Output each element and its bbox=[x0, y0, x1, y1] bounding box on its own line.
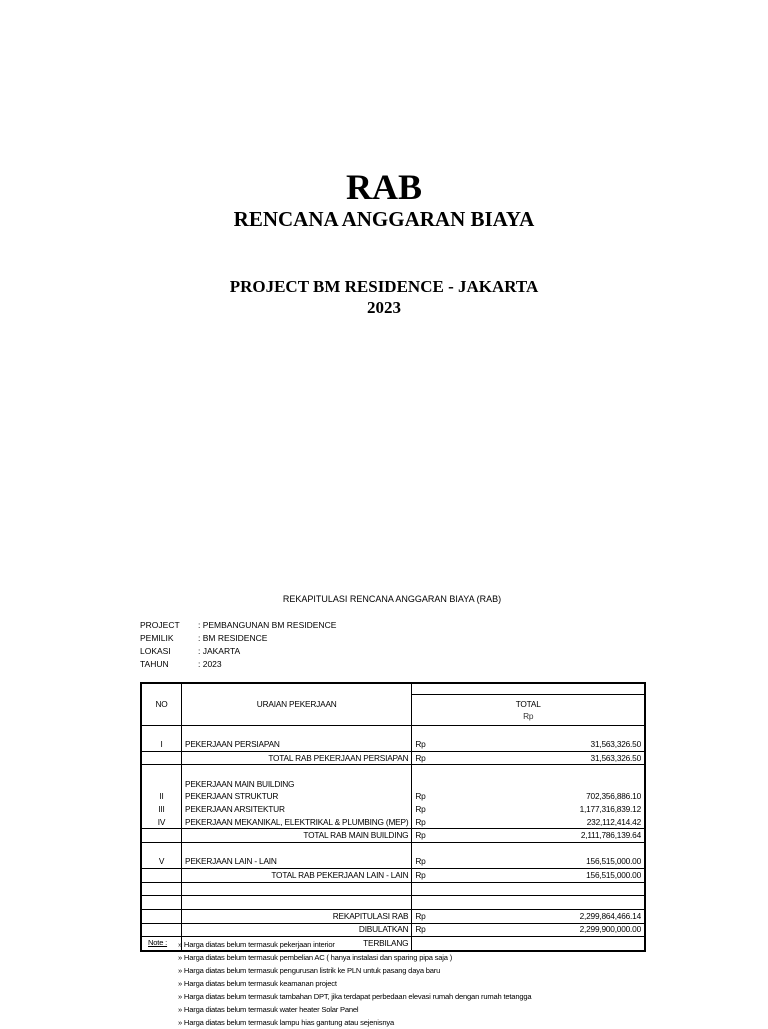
table-row-empty bbox=[141, 896, 645, 910]
table-total-row: TOTAL RAB PEKERJAAN PERSIAPAN Rp 31,563,326.50 bbox=[141, 751, 645, 765]
info-label: PROJECT bbox=[140, 620, 180, 630]
table-row-empty bbox=[141, 765, 645, 778]
list-item: » Harga diatas belum termasuk pembelian AC ( hanya instalasi dan sparing pipa saja ) bbox=[178, 953, 453, 962]
info-label: PEMILIK bbox=[140, 633, 174, 643]
table-row-empty bbox=[141, 882, 645, 896]
notes-list bbox=[148, 938, 531, 1029]
info-row-owner bbox=[140, 633, 267, 643]
list-item: » Harga diatas belum termasuk pengurusan listrik ke PLN untuk pasang daya baru bbox=[178, 966, 441, 975]
list-item: » Harga diatas belum termasuk keamanan project bbox=[178, 979, 337, 988]
table-header-row bbox=[141, 683, 645, 695]
list-item: » Harga diatas belum termasuk lampu hias gantung atau sejenisnya bbox=[178, 1018, 394, 1027]
info-value: : BM RESIDENCE bbox=[198, 633, 268, 643]
notes bbox=[148, 938, 531, 1029]
info-value: : 2023 bbox=[198, 659, 222, 669]
notes-label: Note : bbox=[148, 938, 168, 947]
list-item: » Harga diatas belum termasuk tambahan DPT, jika terdapat perbedaan elevasi rumah dengan rumah tetangga bbox=[178, 992, 532, 1001]
cover-title: RAB bbox=[345, 167, 422, 207]
header-currency: Rp bbox=[412, 711, 645, 726]
table-row: V PEKERJAAN LAIN - LAIN Rp 156,515,000.00 bbox=[141, 856, 645, 869]
info-row-year bbox=[140, 659, 222, 669]
info-label: LOKASI bbox=[140, 646, 171, 656]
info-row-location bbox=[140, 646, 240, 656]
header-no: NO bbox=[141, 683, 182, 725]
header-description: URAIAN PEKERJAAN bbox=[182, 683, 412, 725]
table-row-empty bbox=[141, 725, 645, 738]
table-row: PEKERJAAN MAIN BUILDING bbox=[141, 778, 645, 791]
info-value: : JAKARTA bbox=[198, 646, 241, 656]
table-row: II PEKERJAAN STRUKTUR Rp 702,356,886.10 bbox=[141, 791, 645, 804]
table-summary-row: DIBULATKAN Rp 2,299,900,000.00 bbox=[141, 923, 645, 937]
info-label: TAHUN bbox=[140, 659, 169, 669]
cover-subtitle: RENCANA ANGGARAN BIAYA bbox=[233, 207, 535, 231]
recap-title: REKAPITULASI RENCANA ANGGARAN BIAYA (RAB) bbox=[282, 594, 502, 604]
table-row: IV PEKERJAAN MEKANIKAL, ELEKTRIKAL & PLUMBING (MEP) Rp 232,112,414.42 bbox=[141, 816, 645, 829]
info-value: : PEMBANGUNAN BM RESIDENCE bbox=[198, 620, 337, 630]
rab-table bbox=[140, 682, 646, 952]
list-item: » Harga diatas belum termasuk pekerjaan interior bbox=[178, 940, 335, 949]
header-total: TOTAL bbox=[515, 698, 541, 709]
table-total-row: TOTAL RAB PEKERJAAN LAIN - LAIN Rp 156,515,000.00 bbox=[141, 869, 645, 883]
info-row-project bbox=[140, 620, 336, 630]
list-item: » Harga diatas belum termasuk water heater Solar Panel bbox=[178, 1005, 359, 1014]
cover-project-line: PROJECT BM RESIDENCE - JAKARTA bbox=[229, 277, 539, 296]
table-summary-row: REKAPITULASI RAB Rp 2,299,864,466.14 bbox=[141, 909, 645, 923]
table-summary-row: TERBILANG bbox=[141, 937, 645, 951]
table-row-empty bbox=[141, 842, 645, 855]
table-total-row: TOTAL RAB MAIN BUILDING Rp 2,111,786,139.64 bbox=[141, 829, 645, 843]
table-row: III PEKERJAAN ARSITEKTUR Rp 1,177,316,839.12 bbox=[141, 803, 645, 816]
table-row: I PEKERJAAN PERSIAPAN Rp 31,563,326.50 bbox=[141, 738, 645, 751]
cover-year: 2023 bbox=[367, 298, 401, 317]
